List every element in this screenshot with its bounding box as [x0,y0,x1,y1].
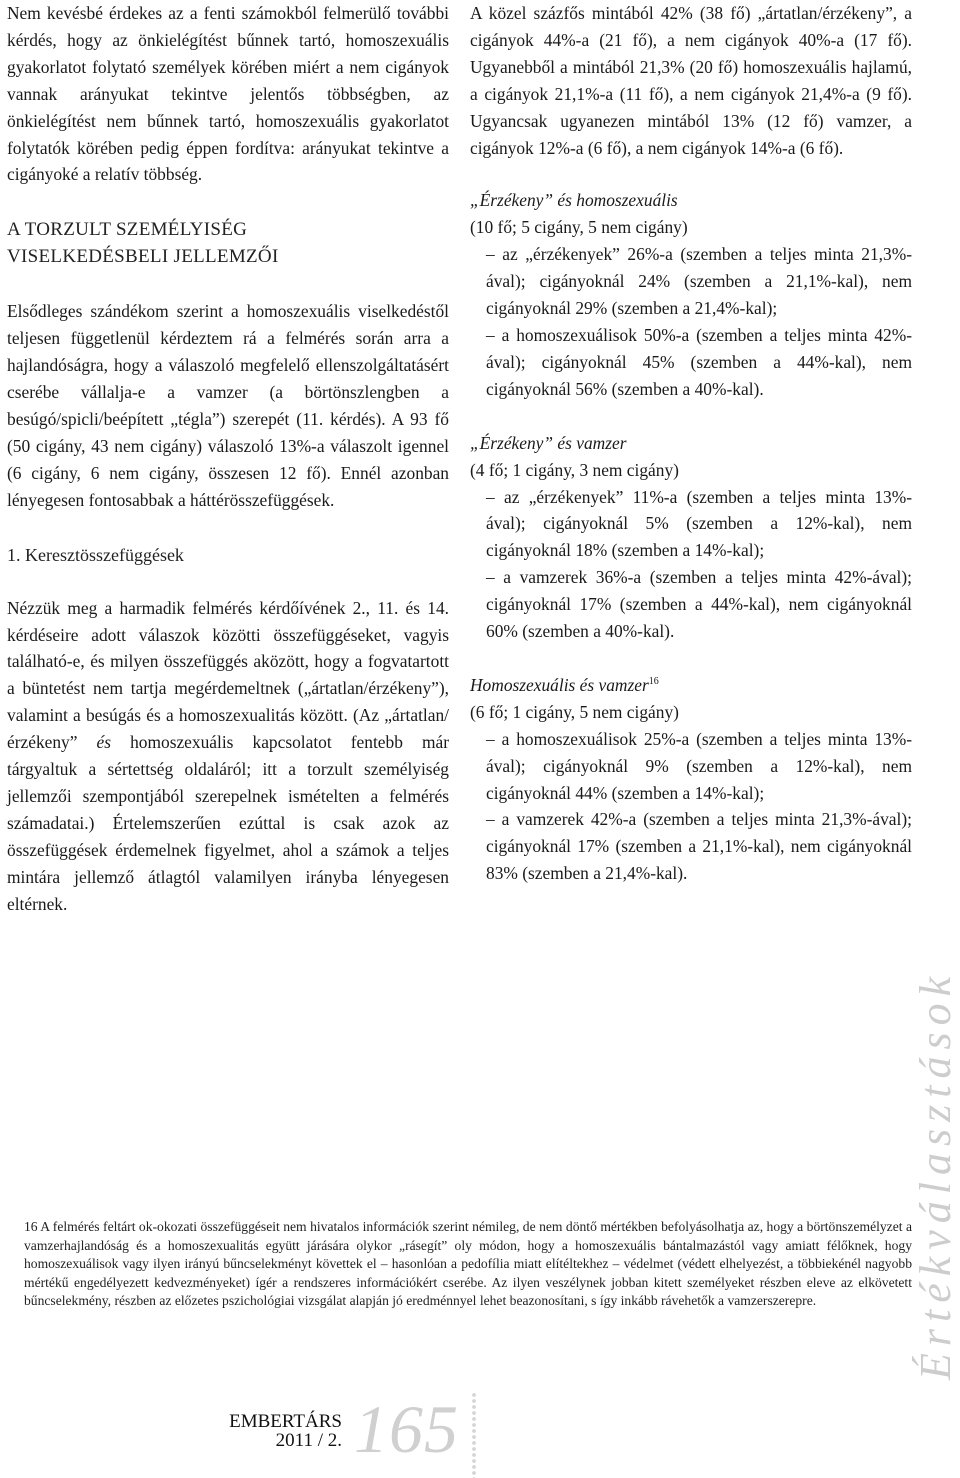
magazine-info [226,1412,342,1450]
list-item: – a vamzerek 42%-a (szemben a teljes minta 21,3%-ával); cigányoknál 17% (szemben a 21,1%-kal), nem cigányoknál 83% (szemben a 21,4%-kal). [486,809,912,884]
list-item: – az „érzékenyek” 26%-a (szemben a teljes minta 21,3%-ával); cigányoknál 24% (szemben a 21,1%-kal), nem cigányoknál 29% (szemben a 21,4%-kal); [486,244,912,319]
footnote-ref: 16 [648,676,659,688]
paragraph: Nem kevésbé érdekes az a fenti számokból felmerülő további kérdés, hogy az önkielégítést bűnnek tartó, homoszexuális gyakorlatot folytató személyek körében miért a nem cigányok vannak arányukat tekintve jelentős többségben, az önkielégítést nem bűnnek tartó, homoszexuális gyakorlatot folytatók körében pedig éppen fordítva: arányukat tekintve a cigányoké a relatív többség. [7,3,449,185]
paragraph: Nézzük meg a harmadik felmérés kérdőívének 2., 11. és 14. kérdéseire adott válaszok közötti összefüggéseket, vagyis található-e, és milyen összefüggés aközött, hogy a fogvatartott a büntetést nem tartja megérdemeltnek („ártatlan/érzékeny”), valamint a besúgás és a homoszexualitás között. (Az „ártatlan/érzékeny” és homoszexuális kapcsolatot fentebb már tárgyaltuk a sértettség oldaláról; itt a torzult személyiség jellemzői szempontjából szerepelnek ismételten a felmérés számadatai.) Értelemszerűen ezúttal is csak azok az összefüggések érdemelnek figyelmet, ahol a számok a teljes mintára jellemző átlagtól valamilyen irányba lényegesen eltérnek. [7,597,449,914]
section-label-vertical: Értékválasztások [911,969,960,1380]
group-counts: (4 fő; 1 cigány, 3 nem cigány) [470,459,679,480]
group-title: „Érzékeny” és homoszexuális [470,190,678,211]
group-homosexual-informer [470,672,912,887]
left-column [7,0,449,917]
group-sensitive-homosexual [470,187,912,402]
list-item: – a homoszexuálisok 50%-a (szemben a teljes minta 42%-ával); cigányoknál 45% (szemben a 44%-kal), nem cigányoknál 56% (szemben a 40%-kal). [486,324,912,399]
magazine-name: EMBERTÁRS [229,1411,342,1432]
group-title: „Érzékeny” és vamzer [470,432,627,453]
group-title: Homoszexuális és vamzer$^{16}$ [470,674,659,695]
group-counts: (6 fő; 1 cigány, 5 nem cigány) [470,701,679,722]
paragraph: Elsődleges szándékom szerint a homoszexuális viselkedéstől teljesen függetlenül kérdeztem rá a felmérés során arra a hajlandóságra, hogy a válaszoló megfelelő ellenszolgáltatásért cserébe vállalja-e a vamzer (a börtönszlengben a besúgó/spicli/beépített „tégla”) szerepét (11. kérdés). A 93 fő (50 cigány, 43 nem cigány) válaszoló 13%-a válaszolt igennel (6 cigány, 6 nem cigány, összesen 12 fő). Ennél azonban lényegesen fontosabbak a háttérösszefüggések. [7,301,449,510]
group-counts: (10 fő; 5 cigány, 5 nem cigány) [470,217,688,238]
list-item: – az „érzékenyek” 11%-a (szemben a teljes minta 13%-ával); cigányoknál 5% (szemben a 12%-kal), nem cigányoknál 18% (szemben a 14%-kal); [486,486,912,561]
page-number: 165 [354,1391,459,1467]
right-column [470,0,912,887]
issue-number: 2011 / 2. [275,1430,342,1451]
footnote: 16 A felmérés feltárt ok-okozati összefüggéseit nem hivatalos információk szerint némileg, de nem döntő mértékben befolyásolhatja az, hogy a börtönszemélyzet a vamzerhajlandóság és a homoszexualitás együtt járására olykor „rásegít” oly módon, hogy a homoszexuális bántalmazástól vagy amiatt félőknek, hogy homoszexuálisok vagy ilyen irányú bűncselekményt követtek el – hasonlóan a pedofília miatt elítéltekhez – védelmet (védett elhelyezést, a többiekénél nagyobb mértékű engedélyezett kedvezményeket) ígér a rendszeres információkért cserébe. Az ilyen veszélynek jobban kitett személyeket részben eleve az elkövetett bűncselekmény, részben az előzetes pszichológiai vizsgálat alapján jó eredménnyel lehet beazonosítani, s így inkább rávehetők a vamzerszerepre. [24,1219,912,1309]
section-heading: A TORZULT SZEMÉLYISÉG [7,219,248,241]
subheading: 1. Keresztösszefüggések [7,544,184,565]
decorative-dots [470,1392,478,1478]
list-item: – a vamzerek 36%-a (szemben a teljes minta 42%-ával); cigányoknál 17% (szemben a 44%-kal), nem cigányoknál 60% (szemben a 40%-kal). [486,567,912,642]
paragraph: A közel százfős mintából 42% (38 fő) „ártatlan/érzékeny”, a cigányok 44%-a (21 fő), a nem cigányok 40%-a (17 fő). Ugyanebből a mintából 21,3% (20 fő) homoszexuális hajlamú, a cigányok 21,1%-a (11 fő), a nem cigányok 21,4%-a (9 fő). Ugyancsak ugyanezen mintából 13% (12 fő) vamzer, a cigányok 12%-a (6 fő), a nem cigányok 14%-a (6 fő). [470,3,912,158]
list-item: – a homoszexuálisok 25%-a (szemben a teljes minta 13%-ával); cigányoknál 9% (szemben a 12%-kal), nem cigányoknál 44% (szemben a 14%-kal); [486,728,912,803]
group-sensitive-informer [470,430,912,645]
section-heading-line2: VISELKEDÉSBELI JELLEMZŐI [7,246,279,268]
